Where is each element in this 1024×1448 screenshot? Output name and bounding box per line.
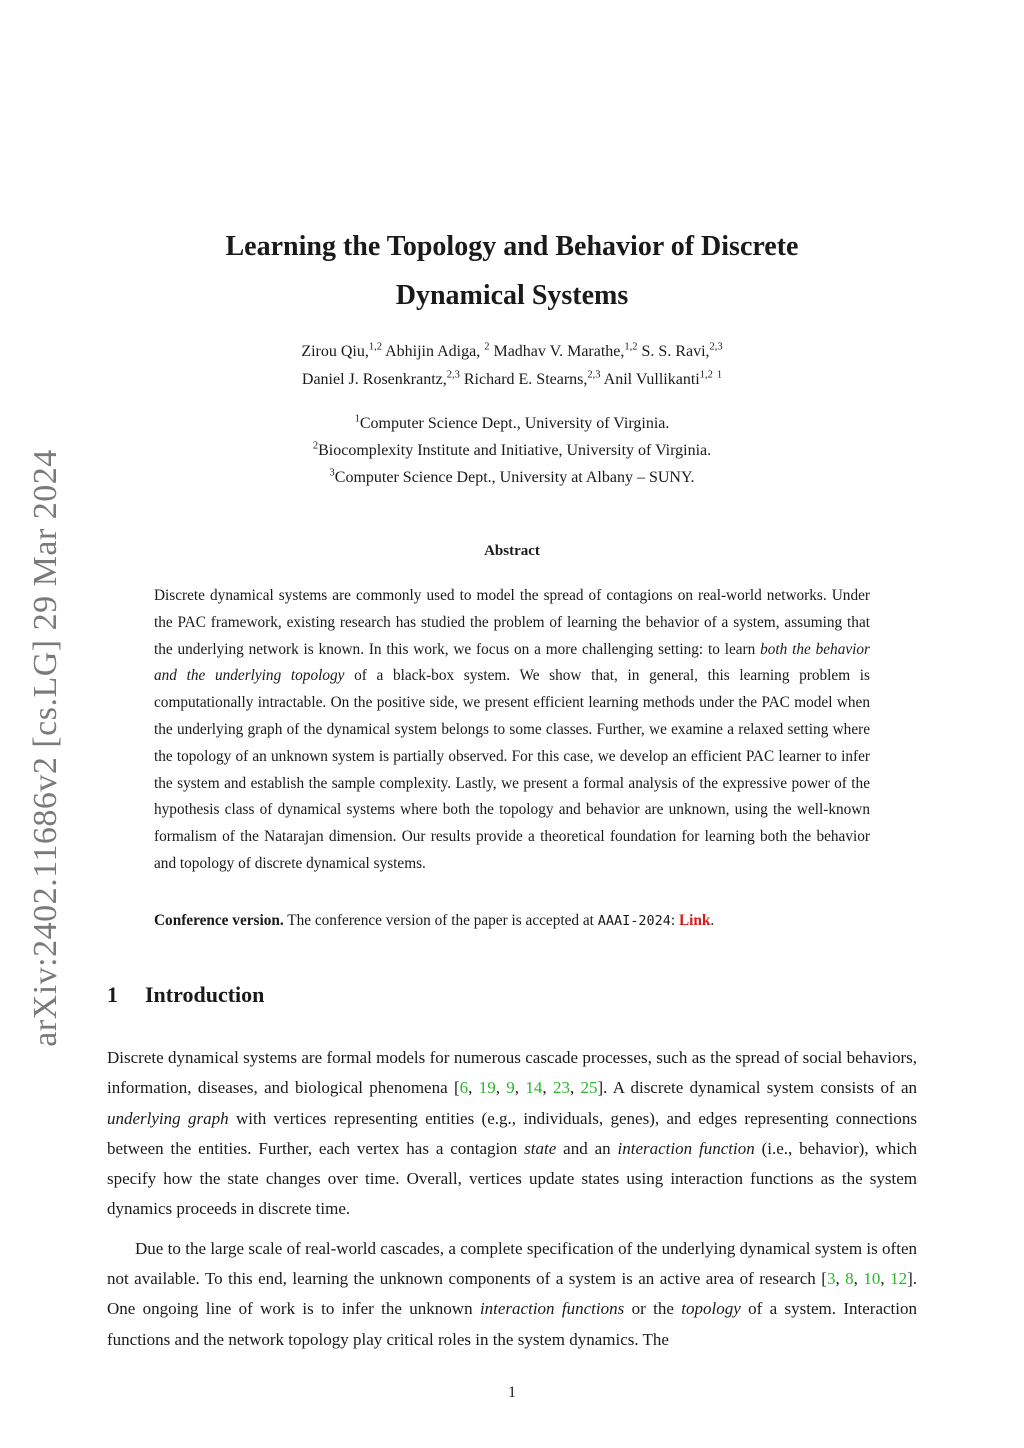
citation-link[interactable]: 25 xyxy=(580,1078,598,1098)
affiliation-3 xyxy=(0,464,1024,491)
abstract-body xyxy=(154,583,870,878)
affiliation-marker: 3 xyxy=(329,467,335,479)
affiliation-text: Computer Science Dept., University of Virginia. xyxy=(359,415,670,432)
author-affil-marker: 2,3 xyxy=(446,369,460,381)
affiliation-text: Biocomplexity Institute and Initiative, University of Virginia. xyxy=(318,442,712,459)
affiliation-1 xyxy=(0,410,1024,437)
citation-link[interactable]: 12 xyxy=(890,1269,908,1289)
page-number: 1 xyxy=(508,1384,516,1401)
section-heading xyxy=(107,982,264,1008)
author-affil-marker: 2 xyxy=(484,341,490,353)
author-affil-marker: 2,3 xyxy=(709,341,723,353)
citation-link[interactable]: 14 xyxy=(525,1078,543,1098)
author-line-1 xyxy=(0,338,1024,366)
intro-text: Discrete dynamical systems are formal models for numerous cascade processes, such as the spread of social behaviors, information, diseases, and biological phenomena [ xyxy=(107,1048,917,1098)
abstract-emphasis: both the behavior and the underlying topology xyxy=(154,640,870,685)
conference-text: The conference version of the paper is accepted at xyxy=(283,912,598,929)
intro-text: Due to the large scale of real-world cascades, a complete specification of the underlying dynamical system is often not available. To this end, learning the unknown components of a system is an active area of research [ xyxy=(107,1238,917,1289)
paper-title xyxy=(0,222,1024,320)
citation-link[interactable]: 10 xyxy=(863,1269,881,1289)
citation-link[interactable]: 9 xyxy=(506,1078,515,1098)
conference-end: . xyxy=(710,912,715,929)
author-name: Richard E. Stearns, xyxy=(463,371,588,388)
author-name: Zirou Qiu, xyxy=(301,343,369,360)
affiliations xyxy=(0,410,1024,491)
abstract-paragraph xyxy=(154,583,870,878)
affiliation-marker: 2 xyxy=(312,440,319,452)
citation-link[interactable]: 23 xyxy=(552,1078,570,1098)
author-affil-marker: 1,2 xyxy=(368,341,382,353)
intro-text: (i.e., behavior), which specify how the state changes over time. Overall, vertices update states using interaction functions as the system dynamics proceeds in discrete time. xyxy=(107,1138,917,1219)
intro-emphasis: state xyxy=(524,1138,557,1158)
author-list xyxy=(0,338,1024,394)
intro-paragraph-1: Discrete dynamical systems are formal models for numerous cascade processes, such as the spread of social behaviors, information, diseases, and biological phenomena [6, 19, 9, 14, 23, 25]. A discrete dynamical system consists of an underlying graph with vertices representing entities (e.g., individuals, genes), and edges representing connections between the entities. Further, each vertex has a contagion state and an interaction function (i.e., behavior), which specify how the state changes over time. Overall, vertices update states using interaction functions as the system dynamics proceeds in discrete time. xyxy=(107,1048,918,1219)
section-title: Introduction xyxy=(145,982,265,1007)
author-name: Abhijin Adiga, xyxy=(385,343,481,360)
conference-note xyxy=(154,908,870,934)
author-name: Anil Vullikanti xyxy=(603,371,700,388)
affiliation-marker: 1 xyxy=(354,413,360,425)
abstract-text: of a black-box system. We show that, in general, this learning problem is computationally intractable. On the positive side, we present efficient learning methods under the PAC model when the underlying graph of the dynamical system belongs to some classes. Further, we examine a relaxed setting where the topology of an unknown system is partially observed. For this case, we develop an efficient PAC learner to infer the system and establish the sample complexity. Lastly, we present a formal analysis of the expressive power of the hypothesis class of dynamical systems where both the topology and behavior are unknown, using the well-known formalism of the Natarajan dimension. Our results provide a theoretical foundation for learning both the behavior and topology of discrete dynamical systems. xyxy=(154,667,870,872)
conference-label: Conference version. xyxy=(154,912,284,929)
intro-emphasis: underlying graph xyxy=(107,1108,229,1128)
title-line-1: Learning the Topology and Behavior of Discrete xyxy=(225,231,799,262)
intro-emphasis: topology xyxy=(681,1299,741,1319)
intro-text: or the xyxy=(624,1299,682,1319)
author-name: Madhav V. Marathe, xyxy=(493,343,625,360)
conference-link[interactable]: Link xyxy=(678,912,711,929)
intro-text: with vertices representing entities (e.g., individuals, genes), and edges representing connections between the entities. Further, each vertex has a contagion xyxy=(107,1108,917,1158)
conference-venue: AAAI-2024 xyxy=(597,913,671,929)
conference-colon: : xyxy=(670,912,679,929)
abstract-heading: Abstract xyxy=(484,543,540,559)
affiliation-text: Computer Science Dept., University at Albany – SUNY. xyxy=(334,469,695,486)
author-footnote-marker: 1 xyxy=(716,369,723,381)
intro-text: and an xyxy=(556,1138,618,1158)
citation-link[interactable]: 19 xyxy=(478,1078,496,1098)
author-line-2 xyxy=(0,366,1024,394)
section-number: 1 xyxy=(107,982,118,1007)
citation-link[interactable]: 3 xyxy=(826,1269,836,1289)
introduction-body xyxy=(107,1043,917,1355)
author-affil-marker: 2,3 xyxy=(587,369,601,381)
author-name: Daniel J. Rosenkrantz, xyxy=(301,371,447,388)
intro-emphasis: interaction function xyxy=(617,1138,755,1158)
citation-link[interactable]: 8 xyxy=(845,1269,854,1289)
arxiv-identifier[interactable]: arXiv:2402.11686v2 [cs.LG] 29 Mar 2024 xyxy=(27,449,64,1047)
intro-text: of a system. Interaction functions and the network topology play critical roles in the system dynamics. The xyxy=(107,1299,917,1349)
intro-paragraph-2: Due to the large scale of real-world cascades, a complete specification of the underlying dynamical system is often not available. To this end, learning the unknown components of a system is an active area of research [3, 8, 10, 12]. One ongoing line of work is to infer the unknown interaction functions or the topology of a system. Interaction functions and the network topology play critical roles in the system dynamics. The xyxy=(107,1238,918,1349)
title-line-2: Dynamical Systems xyxy=(395,280,629,311)
author-affil-marker: 1,2 xyxy=(699,369,713,381)
affiliation-2 xyxy=(0,437,1024,464)
intro-text: ]. A discrete dynamical system consists of an xyxy=(597,1078,918,1098)
intro-emphasis: interaction functions xyxy=(479,1299,625,1319)
author-affil-marker: 1,2 xyxy=(624,341,638,353)
author-name: S. S. Ravi, xyxy=(641,343,710,360)
abstract-text: Discrete dynamical systems are commonly used to model the spread of contagions on real-world networks. Under the PAC framework, existing research has studied the problem of learning the behavior of a system, assuming that the underlying network is known. In this work, we focus on a more challenging setting: to learn xyxy=(154,587,870,658)
intro-text: ]. One ongoing line of work is to infer the unknown xyxy=(107,1269,918,1319)
citation-link[interactable]: 6 xyxy=(459,1078,469,1098)
